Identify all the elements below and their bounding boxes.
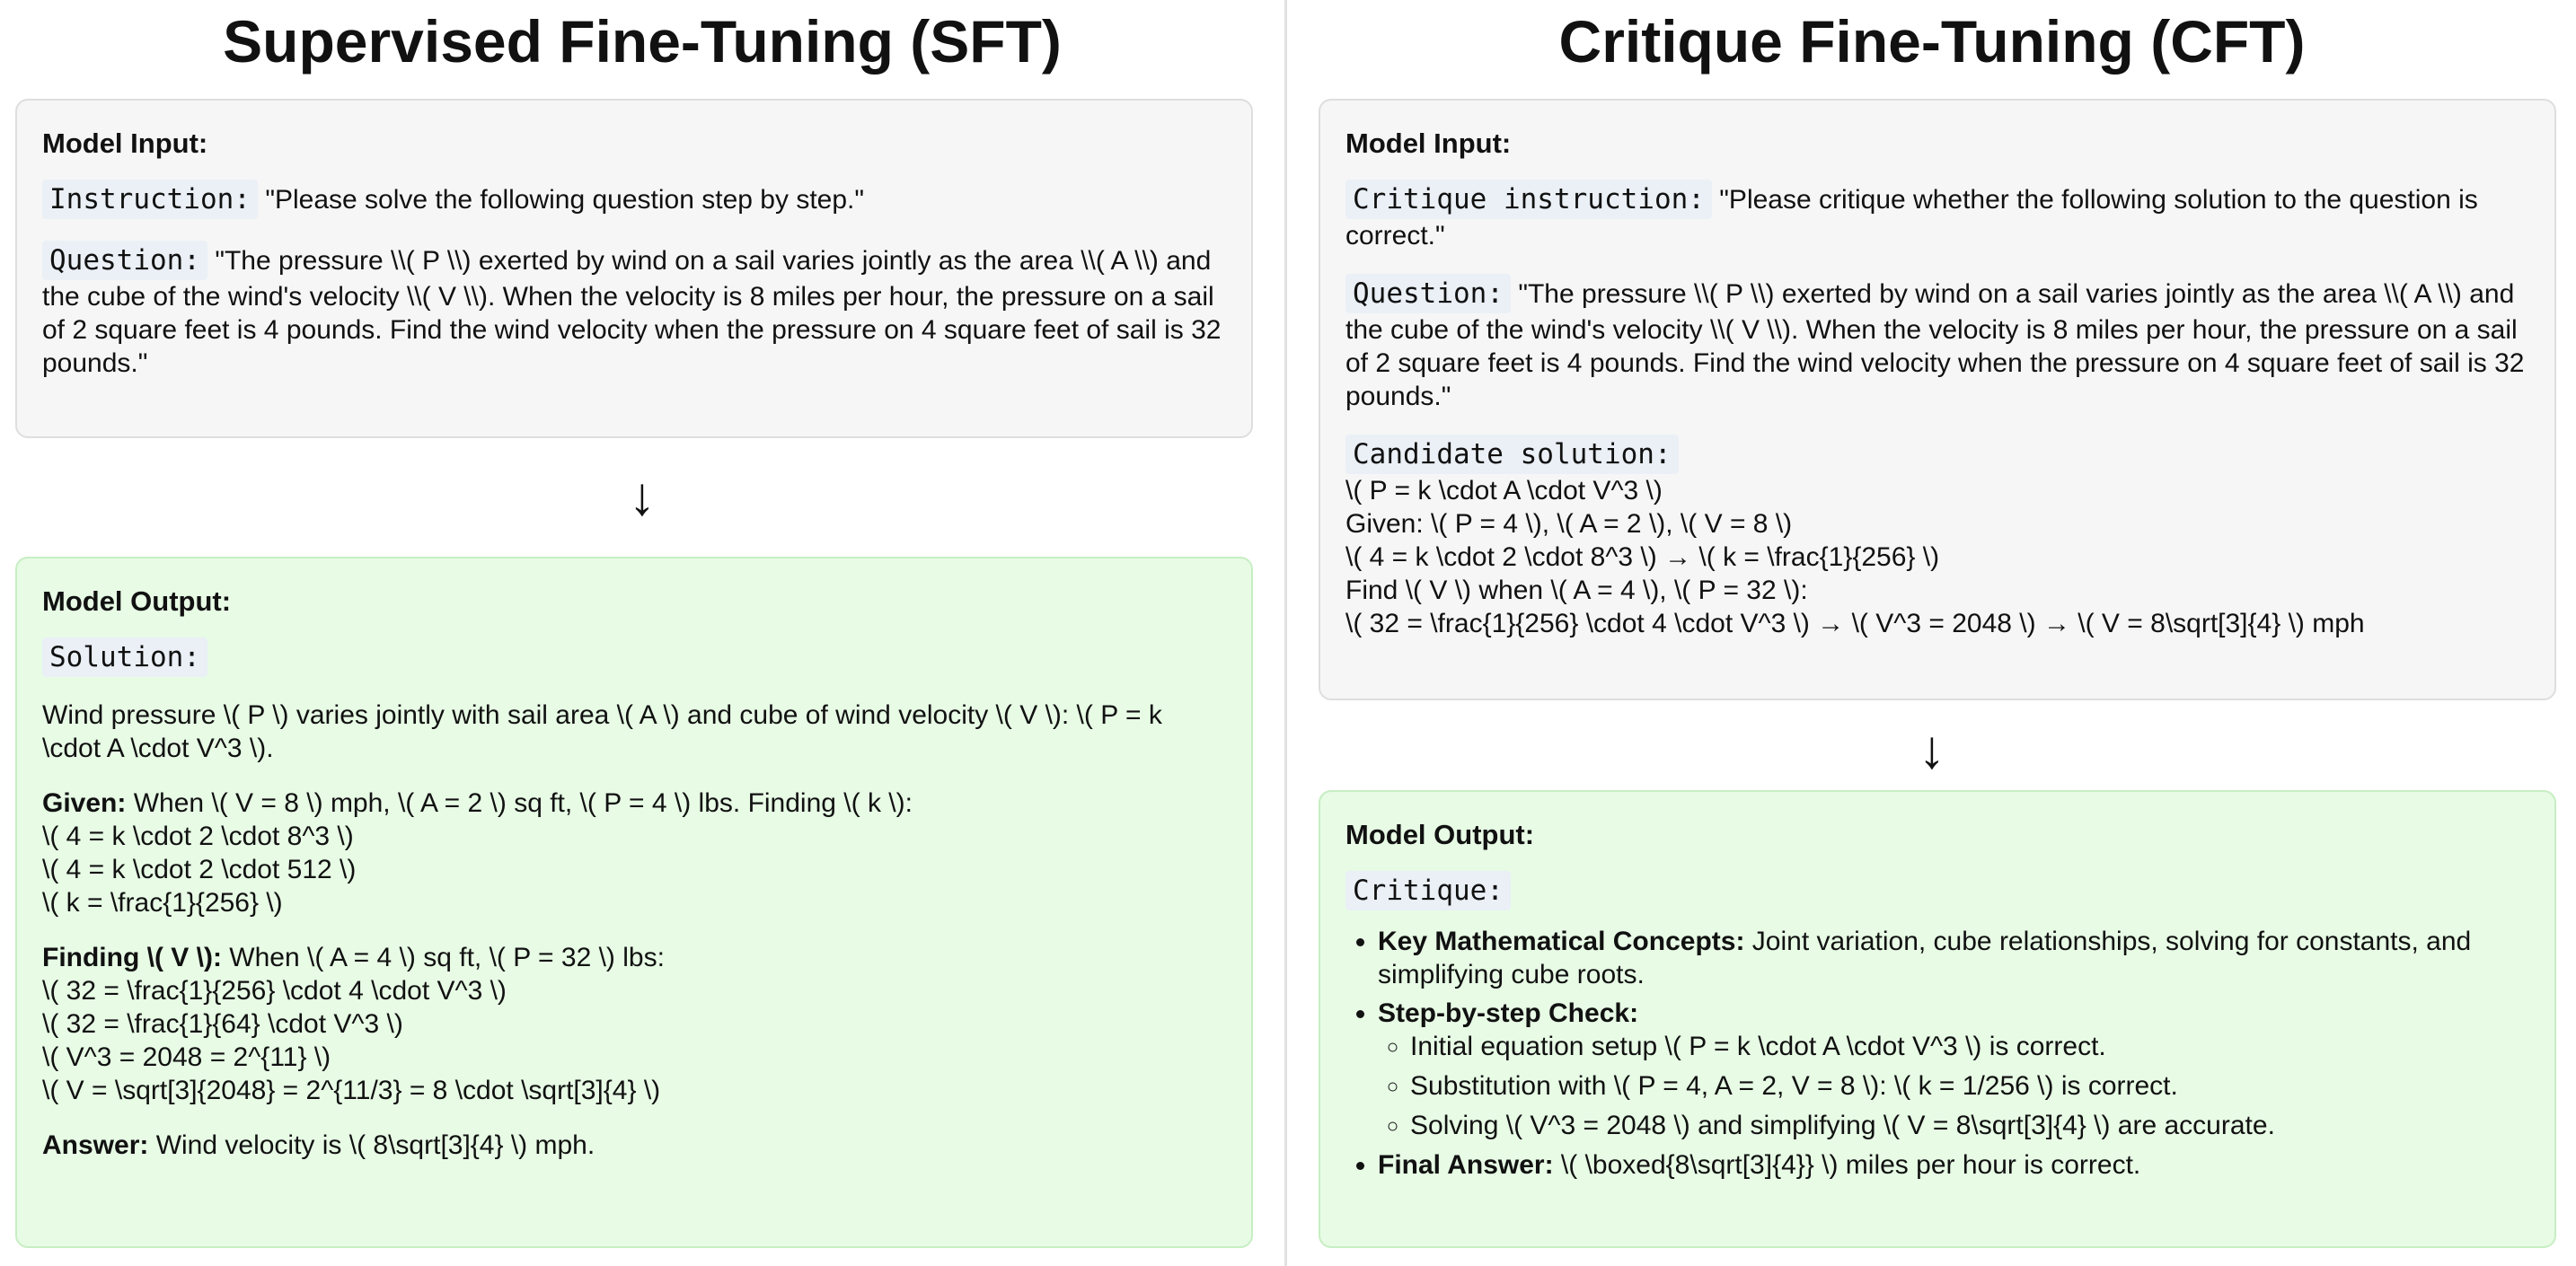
- sft-given-line: \( 4 = k \cdot 2 \cdot 8^3 \): [42, 822, 354, 851]
- sft-finding-line: \( 32 = \frac{1}{256} \cdot 4 \cdot V^3 \): [42, 976, 507, 1006]
- cft-candidate-line: \( 4 = k \cdot 2 \cdot 8^3 \) → \( k = \frac{1}{256} \): [1345, 542, 1940, 572]
- cft-instruction: [1345, 180, 2529, 252]
- sft-output-label: Model Output:: [42, 585, 232, 617]
- sft-instruction-tag: Instruction:: [42, 180, 258, 219]
- cft-column: [1288, 0, 2576, 1266]
- cft-concepts-label: Key Mathematical Concepts:: [1378, 927, 1745, 956]
- sft-finding-line: \( 32 = \frac{1}{64} \cdot V^3 \): [42, 1009, 403, 1039]
- sft-given-block: [42, 787, 1226, 919]
- cft-check-item: ◦ Substitution with \( P = 4, A = 2, V = 8 \): \( k = 1/256 \) is correct.: [1410, 1069, 2529, 1103]
- sft-answer-label: Answer:: [42, 1130, 149, 1160]
- cft-check-item: ◦ Solving \( V^3 = 2048 \) and simplifying \( V = 8\sqrt[3]{4} \) are accurate.: [1410, 1109, 2529, 1142]
- cft-candidate-line: \( P = k \cdot A \cdot V^3 \): [1345, 476, 1663, 506]
- cft-final-label: Final Answer:: [1378, 1150, 1554, 1180]
- cft-critique-concepts: [1378, 925, 2529, 991]
- cft-candidate: [1345, 435, 2529, 640]
- sft-input-box: [15, 99, 1253, 438]
- sft-input-label: Model Input:: [42, 127, 208, 159]
- cft-title: Critique Fine-Tuning (CFT): [1558, 8, 2306, 75]
- sft-instruction-text: "Please solve the following question step by step.": [265, 185, 865, 215]
- sft-given-lines: [42, 820, 1226, 919]
- cft-critique-check: [1378, 997, 2529, 1142]
- cft-down-arrow-icon: ↓: [1919, 719, 1945, 779]
- cft-concepts-text: Joint variation, cube relationships, solving for constants, and simplifying cube roots.: [1378, 927, 2472, 989]
- sft-given-text: When \( V = 8 \) mph, \( A = 2 \) sq ft, \( P = 4 \) lbs. Finding \( k \):: [126, 788, 913, 818]
- cft-question-text: "The pressure \\( P \\) exerted by wind on a sail varies jointly as the area \\( A \\) and the cube of the wind's velocity \\( V \\). When the velocity is 8 miles per hour, the pressure on a sail of 2 square feet is 4 pounds. Find the wind velocity when the pressure on 4 square feet of sail is 32 pounds.": [1345, 279, 2525, 411]
- cft-instruction-text: "Please critique whether the following solution to the question is correct.": [1345, 185, 2478, 251]
- sft-output-box: [15, 557, 1253, 1248]
- sft-answer-text: Wind velocity is \( 8\sqrt[3]{4} \) mph.: [148, 1130, 595, 1160]
- sft-down-arrow-icon: ↓: [629, 466, 656, 526]
- cft-candidate-line: Given: \( P = 4 \), \( A = 2 \), \( V = 8 \): [1345, 509, 1793, 539]
- cft-check-item: ◦ Initial equation setup \( P = k \cdot A \cdot V^3 \) is correct.: [1410, 1030, 2529, 1063]
- cft-candidate-tag: Candidate solution:: [1345, 435, 1679, 474]
- cft-question: [1345, 274, 2529, 413]
- cft-candidate-line: Find \( V \) when \( A = 4 \), \( P = 32 \):: [1345, 576, 1808, 605]
- sft-title: Supervised Fine-Tuning (SFT): [223, 8, 1062, 75]
- sft-given-line: \( k = \frac{1}{256} \): [42, 888, 283, 918]
- sft-question-text: "The pressure \\( P \\) exerted by wind on a sail varies jointly as the area \\( A \\) and the cube of the wind's velocity \\( V \\). When the velocity is 8 miles per hour, the pressure on a sail of 2 square feet is 4 pounds. Find the wind velocity when the pressure on 4 square feet of sail is 32 pounds.": [42, 246, 1222, 378]
- sft-given-line: \( 4 = k \cdot 2 \cdot 512 \): [42, 855, 357, 884]
- sft-finding-line: \( V = \sqrt[3]{2048} = 2^{11/3} = 8 \cdot \sqrt[3]{4} \): [42, 1076, 661, 1105]
- cft-critique-tag: Critique:: [1345, 871, 1511, 910]
- sft-solution-tag: Solution:: [42, 637, 207, 677]
- sft-question-tag: Question:: [42, 241, 207, 280]
- sft-column: [0, 0, 1284, 1266]
- cft-check-sublist: [1378, 1030, 2529, 1142]
- cft-output-label: Model Output:: [1345, 819, 1535, 850]
- cft-check-label: Step-by-step Check:: [1378, 998, 1639, 1028]
- cft-candidate-lines: [1345, 474, 2529, 640]
- sft-given-label: Given:: [42, 788, 127, 818]
- cft-final-text: \( \boxed{8\sqrt[3]{4}} \) miles per hour is correct.: [1553, 1150, 2141, 1180]
- column-divider: [1284, 0, 1287, 1266]
- sft-finding-label: Finding \( V \):: [42, 943, 222, 972]
- cft-question-tag: Question:: [1345, 274, 1511, 313]
- sft-finding-block: [42, 941, 1226, 1107]
- cft-critique-tag-row: [1345, 871, 2529, 910]
- sft-instruction: [42, 180, 1226, 219]
- sft-solution-tag-row: [42, 637, 1226, 677]
- cft-candidate-line: \( 32 = \frac{1}{256} \cdot 4 \cdot V^3 \) → \( V^3 = 2048 \) → \( V = 8\sqrt[3]{4} \) mph: [1345, 609, 2365, 638]
- cft-input-box: [1319, 99, 2556, 700]
- sft-finding-line: \( V^3 = 2048 = 2^{11} \): [42, 1042, 331, 1072]
- sft-solution-intro: Wind pressure \( P \) varies jointly with sail area \( A \) and cube of wind velocity \( V \): \( P = k \cdot A \cdot V^3 \).: [42, 700, 1162, 763]
- sft-finding-text: When \( A = 4 \) sq ft, \( P = 32 \) lbs:: [221, 943, 665, 972]
- sft-answer: [42, 1129, 1226, 1162]
- cft-critique-list: [1345, 925, 2529, 1182]
- cft-instruction-tag: Critique instruction:: [1345, 180, 1712, 219]
- sft-question: [42, 241, 1226, 380]
- cft-critique-final: [1378, 1148, 2529, 1182]
- cft-output-box: [1319, 790, 2556, 1248]
- cft-input-label: Model Input:: [1345, 127, 1512, 159]
- sft-finding-lines: [42, 974, 1226, 1107]
